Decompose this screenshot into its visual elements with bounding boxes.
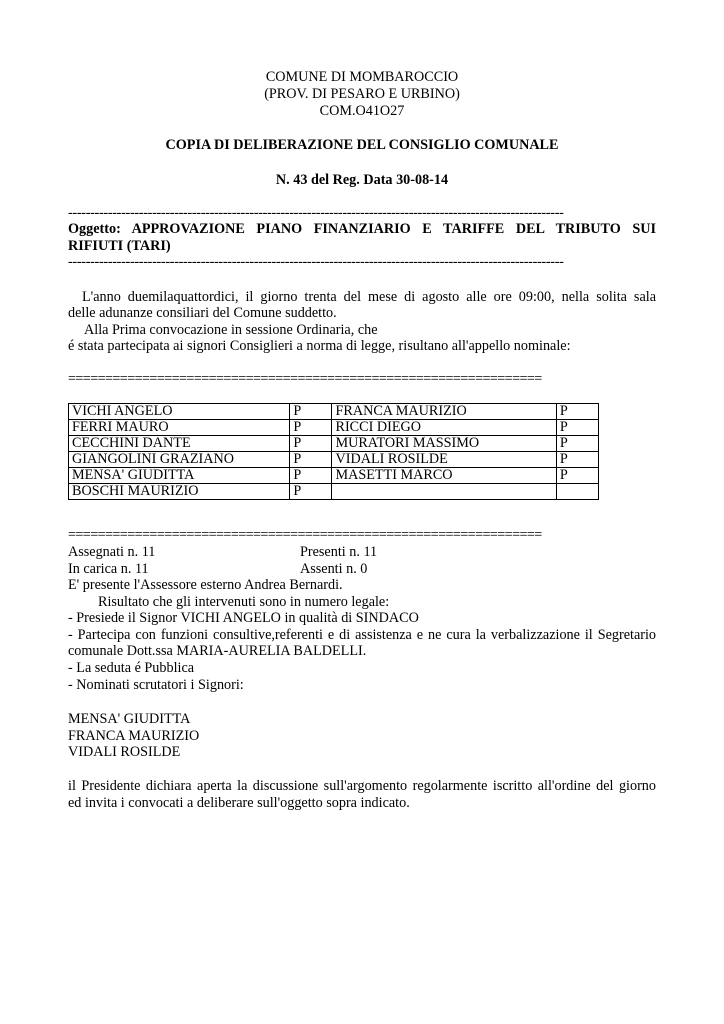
municipality-code: COM.O41O27 <box>319 103 405 119</box>
absent-count: Assenti n. 0 <box>300 561 368 577</box>
attendance-status <box>556 484 598 500</box>
table-row <box>69 404 599 420</box>
quorum-note: Risultato che gli intervenuti sono in numero legale: <box>98 594 390 610</box>
intro-line-3: Alla Prima convocazione in sessione Ordinaria, che <box>84 322 378 338</box>
attendance-status: P <box>556 404 598 420</box>
councillor-name: FERRI MAURO <box>69 420 290 436</box>
attendance-status: P <box>556 452 598 468</box>
table-row <box>69 452 599 468</box>
scrutineer-name: VIDALI ROSILDE <box>68 744 181 760</box>
councillor-name: BOSCHI MAURIZIO <box>69 484 290 500</box>
attendance-status: P <box>290 484 332 500</box>
councillor-name: FRANCA MAURIZIO <box>332 404 556 420</box>
subject-line-2: RIFIUTI (TARI) <box>68 238 171 254</box>
attendance-status: P <box>290 436 332 452</box>
intro-line-2: delle adunanze consiliari del Comune suddetto. <box>68 305 337 321</box>
councillor-name: RICCI DIEGO <box>332 420 556 436</box>
equals-separator-top: ================================================================ <box>68 371 542 387</box>
attendance-status: P <box>290 468 332 484</box>
scrutineers-heading: - Nominati scrutatori i Signori: <box>68 677 244 693</box>
in-office-count: In carica n. 11 <box>68 561 149 577</box>
session-public-note: - La seduta é Pubblica <box>68 660 195 676</box>
intro-line-1: L'anno duemilaquattordici, il giorno trenta del mese di agosto alle ore 09:00, nella solita sala <box>82 289 656 305</box>
attendance-status: P <box>556 436 598 452</box>
scrutineer-name: FRANCA MAURIZIO <box>68 728 200 744</box>
councillor-name: GIANGOLINI GRAZIANO <box>69 452 290 468</box>
attendance-status: P <box>290 420 332 436</box>
presiding-note: - Presiede il Signor VICHI ANGELO in qualità di SINDACO <box>68 610 419 626</box>
councillor-name <box>332 484 556 500</box>
closing-line-2: ed invita i convocati a deliberare sull'oggetto sopra indicato. <box>68 795 410 811</box>
subject-line-1: Oggetto: APPROVAZIONE PIANO FINANZIARIO E TARIFFE DEL TRIBUTO SUI <box>68 221 656 237</box>
document-title: COPIA DI DELIBERAZIONE DEL CONSIGLIO COMUNALE <box>165 137 559 153</box>
table-row <box>69 436 599 452</box>
dash-separator-top: ---------------------------------------------------------------------------------------------------------------- <box>68 205 564 221</box>
scrutineer-name: MENSA' GIUDITTA <box>68 711 191 727</box>
equals-separator-bottom: ================================================================ <box>68 527 542 543</box>
attendance-status: P <box>556 420 598 436</box>
councillor-name: CECCHINI DANTE <box>69 436 290 452</box>
councillor-name: MURATORI MASSIMO <box>332 436 556 452</box>
council-attendance-table <box>68 403 599 500</box>
attendance-status: P <box>290 452 332 468</box>
councillor-name: VICHI ANGELO <box>69 404 290 420</box>
table-row <box>69 484 599 500</box>
councillor-name: MASETTI MARCO <box>332 468 556 484</box>
secretary-note-1: - Partecipa con funzioni consultive,referenti e di assistenza e ne cura la verbalizzazione il Segretario <box>68 627 656 643</box>
assigned-count: Assegnati n. 11 <box>68 544 156 560</box>
municipality-name: COMUNE DI MOMBAROCCIO <box>265 69 459 85</box>
assessore-note: E' presente l'Assessore esterno Andrea Bernardi. <box>68 577 343 593</box>
attendance-status: P <box>290 404 332 420</box>
councillor-name: MENSA' GIUDITTA <box>69 468 290 484</box>
province-name: (PROV. DI PESARO E URBINO) <box>264 86 460 102</box>
table-row <box>69 420 599 436</box>
closing-line-1: il Presidente dichiara aperta la discussione sull'argomento regolarmente iscritto all'ordine del giorno <box>68 778 656 794</box>
table-row <box>69 468 599 484</box>
registration-number: N. 43 del Reg. Data 30-08-14 <box>275 172 449 188</box>
attendance-status: P <box>556 468 598 484</box>
intro-line-4: é stata partecipata ai signori Consiglieri a norma di legge, risultano all'appello nominale: <box>68 338 571 354</box>
secretary-note-2: comunale Dott.ssa MARIA-AURELIA BALDELLI. <box>68 643 367 659</box>
councillor-name: VIDALI ROSILDE <box>332 452 556 468</box>
dash-separator-bottom: ---------------------------------------------------------------------------------------------------------------- <box>68 254 564 270</box>
present-count: Presenti n. 11 <box>300 544 378 560</box>
